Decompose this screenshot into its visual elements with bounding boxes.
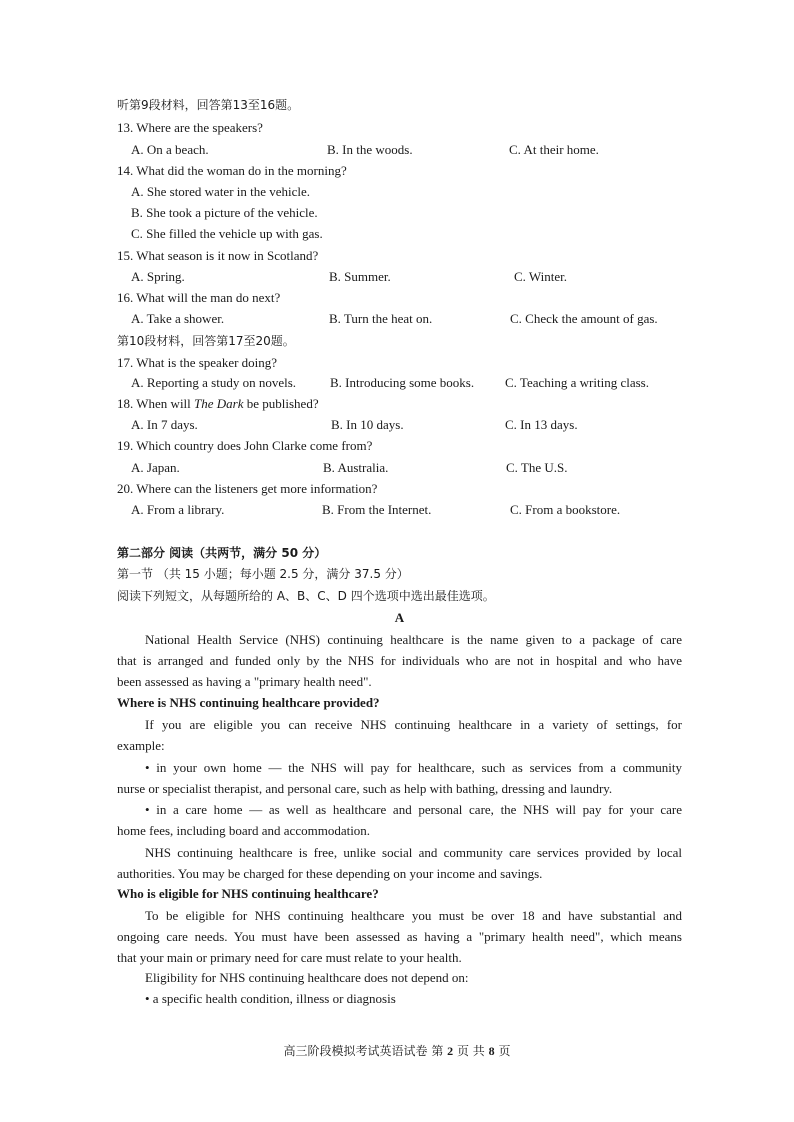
question-13-stem: 13. Where are the speakers? — [117, 120, 263, 135]
question-18-stem-end: be published? — [243, 396, 319, 411]
text-line: authorities. You may be charged for these depending on your income and savings. — [117, 866, 543, 882]
page-number: 2 — [447, 1044, 454, 1058]
footer-text-mid: 页 共 — [453, 1044, 489, 1058]
text-line: that your main or primary need for care must relate to your health. — [117, 950, 462, 966]
footer-text-end: 页 — [494, 1044, 511, 1058]
paragraph-intro — [117, 629, 682, 693]
text-line: example: — [117, 738, 165, 754]
question-19-option-b: B. Australia. — [323, 460, 389, 475]
text-line: been assessed as having a "primary health need". — [117, 674, 372, 690]
question-18-option-b: B. In 10 days. — [331, 417, 404, 432]
footer-text-start: 高三阶段模拟考试英语试卷 第 — [283, 1044, 448, 1058]
text-line: If you are eligible you can receive NHS continuing healthcare in a variety of settings, for — [145, 717, 682, 732]
question-13-option-b: B. In the woods. — [327, 142, 413, 157]
passage-label: A — [394, 610, 405, 625]
question-20-option-c: C. From a bookstore. — [510, 502, 621, 517]
question-14-option-c: C. She filled the vehicle up with gas. — [131, 226, 323, 241]
question-19-option-c: C. The U.S. — [506, 460, 568, 475]
question-20-option-a: A. From a library. — [131, 502, 225, 517]
text-line: To be eligible for NHS continuing healthcare you must be over 18 and have substantial and — [145, 908, 682, 923]
question-19-stem: 19. Which country does John Clarke come from? — [117, 438, 373, 453]
question-17-option-a: A. Reporting a study on novels. — [131, 375, 297, 390]
question-13-option-c: C. At their home. — [509, 142, 599, 157]
question-16-option-b: B. Turn the heat on. — [329, 311, 433, 326]
heading-where-provided: Where is NHS continuing healthcare provided? — [117, 695, 380, 710]
question-16-option-a: A. Take a shower. — [131, 311, 225, 326]
text-line: nurse or specialist therapist, and personal care, such as help with bathing, dressing and laundry. — [117, 781, 613, 797]
paragraph-not-depend: Eligibility for NHS continuing healthcare does not depend on: — [145, 970, 469, 985]
bullet-care-home — [117, 799, 682, 841]
question-17-stem: 17. What is the speaker doing? — [117, 355, 278, 370]
section-one-title: 第一节 （共 15 小题；每小题 2.5 分，满分 37.5 分） — [117, 567, 409, 581]
question-18-stem — [117, 396, 319, 412]
text-line: home fees, including board and accommodation. — [117, 823, 371, 839]
paragraph-free — [117, 842, 682, 884]
question-18-stem-start: 18. When will — [117, 396, 195, 411]
question-18-option-a: A. In 7 days. — [131, 417, 198, 432]
question-18-option-c: C. In 13 days. — [505, 417, 578, 432]
question-14-stem: 14. What did the woman do in the morning? — [117, 163, 347, 178]
question-20-option-b: B. From the Internet. — [322, 502, 432, 517]
text-line: that is arranged and funded only by the NHS for individuals who are not in hospital and who have — [117, 653, 682, 669]
question-20-stem: 20. Where can the listeners get more information? — [117, 481, 378, 496]
question-13-option-a: A. On a beach. — [131, 142, 209, 157]
bullet-condition: • a specific health condition, illness or diagnosis — [145, 991, 396, 1006]
text-line: • in your own home — the NHS will pay for healthcare, such as services from a community — [145, 760, 682, 775]
question-14-option-b: B. She took a picture of the vehicle. — [131, 205, 318, 220]
question-14-option-a: A. She stored water in the vehicle. — [131, 184, 311, 199]
section10-header: 第10段材料，回答第17至20题。 — [117, 334, 295, 348]
reading-instruction: 阅读下列短文，从每题所给的 A、B、C、D 四个选项中选出最佳选项。 — [117, 589, 495, 603]
question-16-option-c: C. Check the amount of gas. — [510, 311, 658, 326]
paragraph-eligibility — [117, 905, 682, 969]
question-15-stem: 15. What season is it now in Scotland? — [117, 248, 319, 263]
question-15-option-a: A. Spring. — [131, 269, 185, 284]
bullet-own-home — [117, 757, 682, 799]
paragraph-settings — [117, 714, 682, 756]
total-pages: 8 — [488, 1044, 495, 1058]
heading-who-eligible: Who is eligible for NHS continuing healthcare? — [117, 886, 379, 901]
question-17-option-c: C. Teaching a writing class. — [505, 375, 649, 390]
question-17-option-b: B. Introducing some books. — [330, 375, 475, 390]
section9-header: 听第9段材料，回答第13至16题。 — [117, 98, 300, 112]
book-title: The Dark — [194, 396, 244, 411]
text-line: National Health Service (NHS) continuing healthcare is the name given to a package of care — [145, 632, 682, 647]
text-line: ongoing care needs. You must have been assessed as having a "primary health need", which means — [117, 929, 682, 945]
question-15-option-b: B. Summer. — [329, 269, 391, 284]
question-19-option-a: A. Japan. — [131, 460, 180, 475]
text-line: • in a care home — as well as healthcare and personal care, the NHS will pay for your care — [145, 802, 682, 817]
question-16-stem: 16. What will the man do next? — [117, 290, 281, 305]
page-footer — [0, 1043, 794, 1059]
part-two-title: 第二部分 阅读（共两节，满分 50 分） — [117, 546, 327, 560]
question-15-option-c: C. Winter. — [514, 269, 568, 284]
text-line: NHS continuing healthcare is free, unlike social and community care services provided by local — [145, 845, 682, 860]
